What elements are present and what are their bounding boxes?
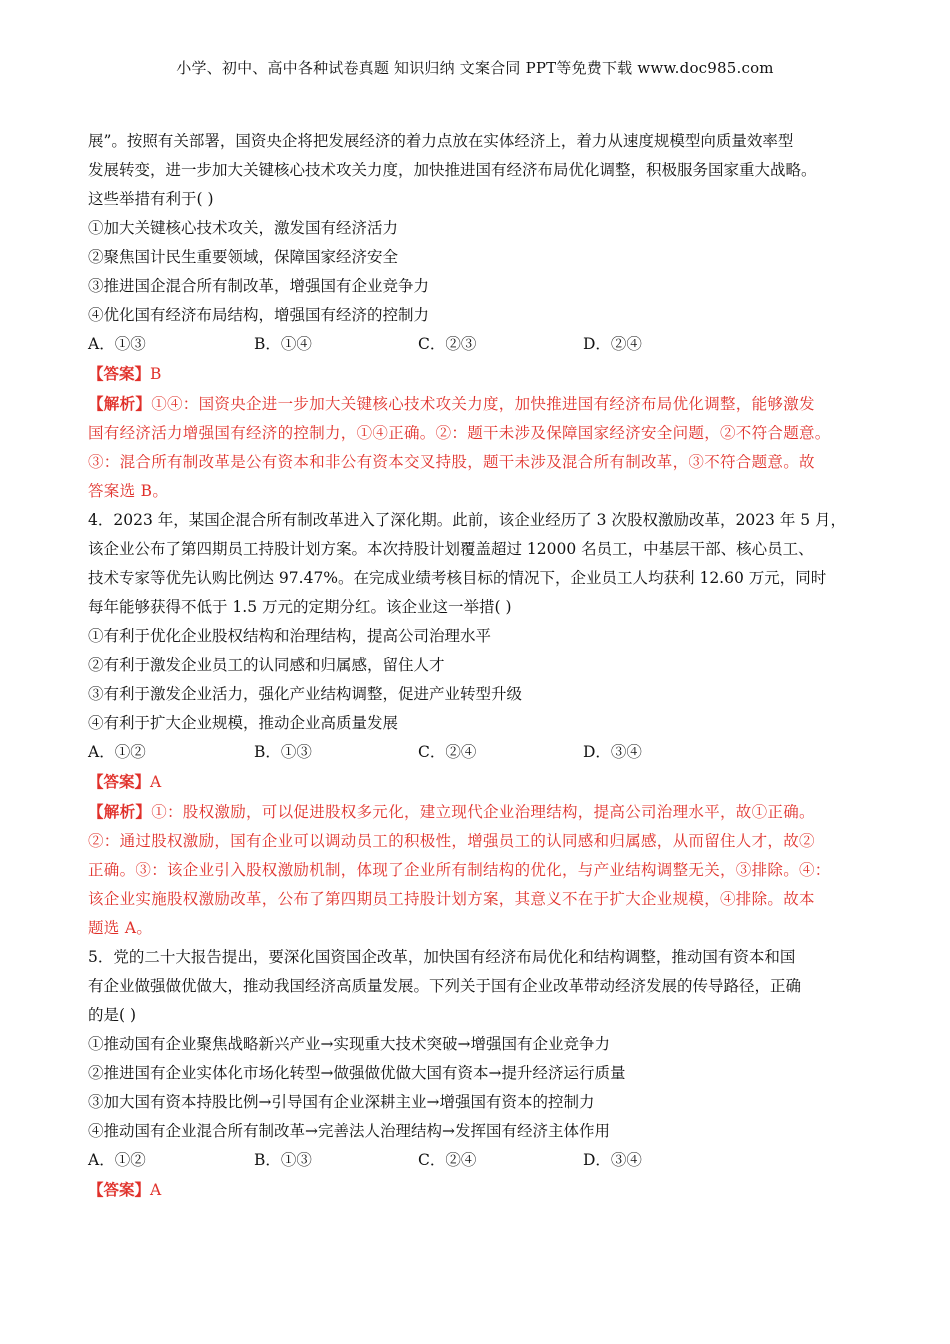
- analysis-line: ③：混合所有制改革是公有资本和非公有资本交叉持股，题干未涉及混合所有制改革，③不符合题意。故: [88, 453, 815, 471]
- answer-label: 【答案】: [88, 1180, 151, 1199]
- choice-item: ③推进国企混合所有制改革，增强国有企业竞争力: [88, 277, 430, 295]
- question-4: [88, 506, 878, 943]
- question-stem-line: 展”。按照有关部署，国资央企将把发展经济的着力点放在实体经济上，着力从速度规模型向质量效率型: [88, 132, 794, 150]
- analysis-block: [88, 797, 878, 943]
- choice-item: ②推进国有企业实体化市场化转型→做强做优做大国有资本→提升经济运行质量: [88, 1064, 626, 1082]
- choice-item: ②聚焦国计民生重要领域，保障国家经济安全: [88, 248, 399, 266]
- answer-value: B: [150, 365, 162, 383]
- answer-label: 【答案】: [88, 772, 151, 791]
- analysis-line: 国有经济活力增强国有经济的控制力，①④正确。②：题干未涉及保障国家经济安全问题，②不符合题意。: [88, 424, 831, 442]
- option-b: B．①③: [254, 1151, 312, 1169]
- choice-item: ③加大国有资本持股比例→引导国有企业深耕主业→增强国有资本的控制力: [88, 1093, 595, 1111]
- option-a: A．①③: [88, 335, 146, 353]
- option-c: C．②④: [418, 1151, 477, 1169]
- analysis-line: ②：通过股权激励，国有企业可以调动员工的积极性，增强员工的认同感和归属感，从而留住人才，故②: [88, 832, 815, 850]
- option-c: C．②④: [418, 743, 477, 761]
- question-stem-line: 5．党的二十大报告提出，要深化国资国企改革，加快国有经济布局优化和结构调整，推动国有资本和国: [88, 948, 796, 966]
- question-stem-line: 的是( ): [88, 1006, 137, 1024]
- answer-line: [88, 359, 878, 389]
- analysis-line: 【解析】①④：国资央企进一步加大关键核心技术攻关力度，加快推进国有经济布局优化调整，能够激发: [88, 394, 815, 413]
- choice-item: ④优化国有经济布局结构，增强国有经济的控制力: [88, 306, 430, 324]
- answer-line: [88, 767, 878, 797]
- analysis-label: 【解析】: [88, 802, 152, 821]
- choice-item: ②有利于激发企业员工的认同感和归属感，留住人才: [88, 656, 445, 674]
- choice-item: ①推动国有企业聚焦战略新兴产业→实现重大技术突破→增强国有企业竞争力: [88, 1035, 610, 1053]
- question-3: [88, 127, 878, 506]
- analysis-line: 正确。③：该企业引入股权激励机制，体现了企业所有制结构的优化，与产业结构调整无关，③排除。④：: [88, 861, 831, 879]
- choice-item: ④推动国有企业混合所有制改革→完善法人治理结构→发挥国有经济主体作用: [88, 1122, 610, 1140]
- question-stem-line: 4．2023 年，某国企混合所有制改革进入了深化期。此前，该企业经历了 3 次股权激励改革，2023 年 5 月，: [88, 511, 847, 529]
- document-body: [88, 127, 878, 1205]
- answer-options: [88, 1146, 878, 1175]
- answer-options: [88, 330, 878, 359]
- option-a: A．①②: [88, 1151, 146, 1169]
- option-c: C．②③: [418, 335, 477, 353]
- choice-item: ④有利于扩大企业规模，推动企业高质量发展: [88, 714, 399, 732]
- analysis-line: 该企业实施股权激励改革，公布了第四期员工持股计划方案，其意义不在于扩大企业规模，④排除。故本: [88, 890, 815, 908]
- answer-label: 【答案】: [88, 364, 151, 383]
- answer-line: [88, 1175, 878, 1205]
- question-5: [88, 943, 878, 1205]
- question-stem-line: 有企业做强做优做大，推动我国经济高质量发展。下列关于国有企业改革带动经济发展的传导路径，正确: [88, 977, 802, 995]
- question-stem-line: 技术专家等优先认购比例达 97.47%。在完成业绩考核目标的情况下，企业员工人均获利 12.60 万元，同时: [88, 569, 827, 587]
- question-stem-line: 每年能够获得不低于 1.5 万元的定期分红。该企业这一举措( ): [88, 598, 512, 616]
- analysis-label: 【解析】: [88, 394, 152, 413]
- option-b: B．①④: [254, 335, 312, 353]
- analysis-line: 答案选 B。: [88, 482, 169, 500]
- choice-item: ①有利于优化企业股权结构和治理结构，提高公司治理水平: [88, 627, 492, 645]
- answer-value: A: [150, 773, 162, 791]
- option-d: D．②④: [583, 335, 642, 353]
- option-d: D．③④: [583, 743, 642, 761]
- question-stem-line: 这些举措有利于( ): [88, 190, 214, 208]
- choice-item: ①加大关键核心技术攻关，激发国有经济活力: [88, 219, 399, 237]
- question-stem-line: 发展转变，进一步加大关键核心技术攻关力度，加快推进国有经济布局优化调整，积极服务国家重大战略。: [88, 161, 817, 179]
- analysis-block: [88, 389, 878, 506]
- option-d: D．③④: [583, 1151, 642, 1169]
- choice-item: ③有利于激发企业活力，强化产业结构调整，促进产业转型升级: [88, 685, 523, 703]
- option-b: B．①③: [254, 743, 312, 761]
- analysis-line: 【解析】①：股权激励，可以促进股权多元化，建立现代企业治理结构，提高公司治理水平，故①正确。: [88, 802, 815, 821]
- option-a: A．①②: [88, 743, 146, 761]
- answer-options: [88, 738, 878, 767]
- page-header: 小学、初中、高中各种试卷真题 知识归纳 文案合同 PPT等免费下载 www.doc985.com: [176, 59, 774, 77]
- answer-value: A: [150, 1181, 162, 1199]
- analysis-line: 题选 A。: [88, 919, 153, 937]
- question-stem-line: 该企业公布了第四期员工持股计划方案。本次持股计划覆盖超过 12000 名员工，中基层干部、核心员工、: [88, 540, 814, 558]
